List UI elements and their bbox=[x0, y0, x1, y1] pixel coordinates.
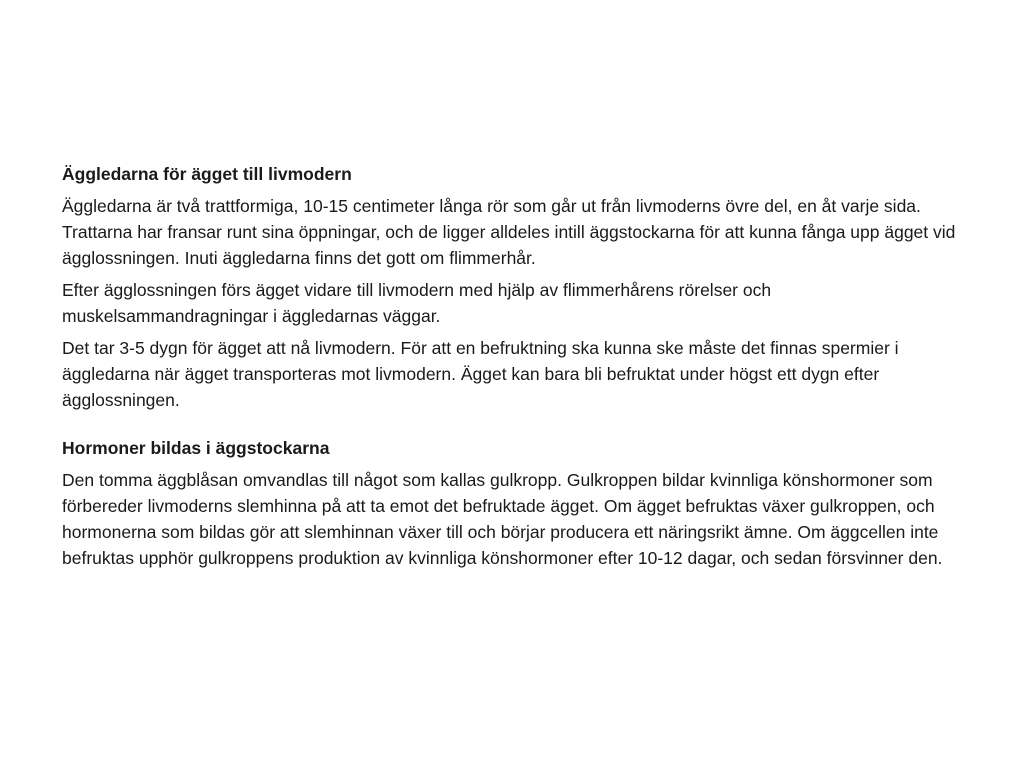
section-heading: Hormoner bildas i äggstockarna bbox=[62, 438, 330, 458]
section-heading: Äggledarna för ägget till livmodern bbox=[62, 164, 352, 184]
text-body bbox=[62, 161, 972, 577]
section-hormoner bbox=[62, 435, 972, 571]
paragraph: Äggledarna är två trattformiga, 10-15 centimeter långa rör som går ut från livmoderns övre del, en åt varje sida. Trattarna har fransar runt sina öppningar, och de ligger alldeles intill äggstockarna för att kunna fånga upp ägget vid ägglossningen. Inuti äggledarna finns det gott om flimmerhår. bbox=[62, 196, 956, 268]
paragraph: Det tar 3-5 dygn för ägget att nå livmodern. För att en befruktning ska kunna ske måste det finnas spermier i äggledarna när ägget transporteras mot livmodern. Ägget kan bara bli befruktat under högst ett dygn efter ägglossningen. bbox=[62, 338, 899, 410]
paragraph: Den tomma äggblåsan omvandlas till något som kallas gulkropp. Gulkroppen bildar kvinnliga könshormoner som förbereder livmoderns slemhinna på att ta emot det befruktade ägget. Om ägget befruktas växer gulkroppen, och hormonerna som bildas gör att slemhinnan växer till och börjar producera ett näringsrikt ämne. Om äggcellen inte befruktas upphör gulkroppens produktion av kvinnliga könshormoner efter 10-12 dagar, och sedan försvinner den. bbox=[62, 470, 943, 568]
section-aggledarna bbox=[62, 161, 972, 413]
paragraph: Efter ägglossningen förs ägget vidare till livmodern med hjälp av flimmerhårens rörelser och muskelsammandragningar i äggledarnas väggar. bbox=[62, 280, 772, 326]
